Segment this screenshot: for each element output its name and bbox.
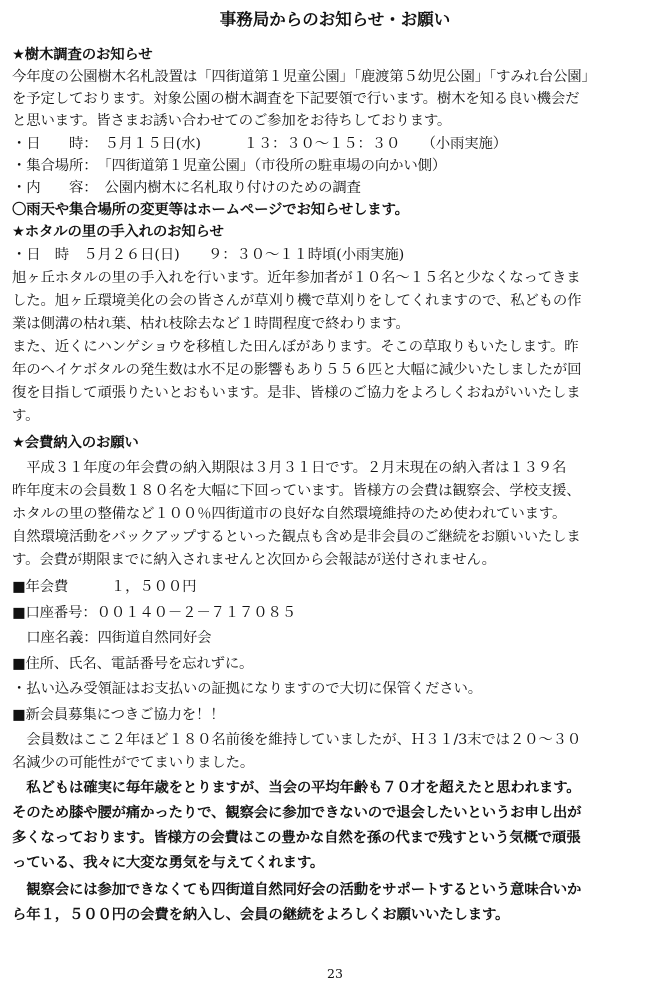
receipt-note: ・払い込み受領証はお支払いの証拠になりますので大切に保管ください。 — [12, 681, 482, 697]
paragraph-line: と思います。皆さまお誘い合わせてのご参加をお待ちしております。 — [12, 113, 452, 129]
appeal-line: ら年１，５００円の会費を納入し、会員の継続をよろしくお願いいたします。 — [12, 907, 510, 923]
appeal-line: そのため膝や腰が痛かったりで、観察会に参加できないので退会したいというお申し出が — [12, 805, 582, 821]
paragraph-line: 今年度の公園樹木名札設置は「四街道第１児童公園」「鹿渡第５幼児公園」「すみれ台公園」 — [12, 69, 596, 85]
tree-survey-content: ・内 容： 公園内樹木に名札取り付けのための調査 — [12, 180, 361, 196]
paragraph-line: 自然環境活動をバックアップするといった観点も含め是非会員のご継続をお願いいたしま — [12, 529, 581, 545]
account-name: 口座名義：四街道自然同好会 — [12, 630, 212, 646]
paragraph-line: 復を目指して頑張りたいとおもいます。是非、皆様のご協力をよろしくおねがいいたしま — [12, 385, 581, 401]
firefly-datetime: ・日 時 ５月２６日(日) ９：３０～１１時頃(小雨実施) — [12, 247, 405, 263]
paragraph-line: 昨年度末の会員数１８０名を大幅に下回っています。皆様方の会費は観察会、学校支援、 — [12, 483, 581, 499]
tree-survey-place: ・集合場所： 「四街道第１児童公園」（市役所の駐車場の向かい側） — [12, 158, 447, 174]
paragraph-line: ホタルの里の整備など１００％四街道市の良好な自然環境維持のため使われています。 — [12, 506, 567, 522]
paragraph-line: した。旭ヶ丘環境美化の会の皆さんが草刈り機で草刈りをしてくれますので、私どもの作 — [12, 293, 582, 309]
appeal-line: 私どもは確実に毎年歳をとりますが、当会の平均年齢も７０才を超えたと思われます。 — [12, 780, 581, 796]
tree-survey-notice: 〇雨天や集合場所の変更等はホームページでお知らせします。 — [12, 202, 409, 218]
address-note: ■住所、氏名、電話番号を忘れずに。 — [12, 656, 254, 672]
page-number: 23 — [327, 966, 343, 981]
tree-survey-datetime: ・日 時： ５月１５日(水) １３：３０～１５：３０ （小雨実施） — [12, 136, 507, 152]
paragraph-line: す。会費が期限までに納入されませんと次回から会報誌が送付されません。 — [12, 552, 496, 568]
section-heading-fee: ★会費納入のお願い — [12, 435, 139, 451]
page-title: 事務局からのお知らせ・お願い — [219, 10, 451, 29]
appeal-line: 観察会には参加できなくても四街道自然同好会の活動をサポートするという意味合いか — [12, 882, 582, 898]
appeal-line: っている、我々に大変な勇気を与えてくれます。 — [12, 855, 325, 871]
paragraph-line: 旭ヶ丘ホタルの里の手入れを行います。近年参加者が１０名～１５名と少なくなってきま — [12, 270, 581, 286]
paragraph-line: 名減少の可能性がでてまいりました。 — [12, 755, 255, 771]
recruit-heading: ■新会員募集につきご協力を！！ — [12, 707, 225, 723]
paragraph-line: 平成３１年度の年会費の納入期限は３月３１日です。２月末現在の納入者は１３９名 — [12, 460, 567, 476]
annual-fee: ■年会費 １，５００円 — [12, 579, 197, 595]
appeal-line: 多くなっております。皆様方の会費はこの豊かな自然を孫の代まで残すという気概で頑張 — [12, 830, 581, 846]
paragraph-line: 年のヘイケボタルの発生数は水不足の影響もあり５５６匹と大幅に減少いたしましたが回 — [12, 362, 582, 378]
paragraph-line: また、近くにハンゲショウを移植した田んぼがあります。そこの草取りもいたします。昨 — [12, 339, 579, 355]
section-heading-tree-survey: ★樹木調査のお知らせ — [12, 47, 153, 63]
account-number: ■口座番号：００１４０－２－７１７０８５ — [12, 605, 297, 621]
paragraph-line: す。 — [12, 408, 40, 424]
paragraph-line: 業は側溝の枯れ葉、枯れ枝除去など１時間程度で終わります。 — [12, 316, 410, 332]
section-heading-firefly: ★ホタルの里の手入れのお知らせ — [12, 224, 224, 240]
paragraph-line: 会員数はここ２年ほど１８０名前後を維持していましたが、Ｈ３１/3末では２０～３０ — [12, 732, 582, 748]
paragraph-line: を予定しております。対象公園の樹木調査を下記要領で行います。樹木を知る良い機会だ — [12, 91, 580, 107]
